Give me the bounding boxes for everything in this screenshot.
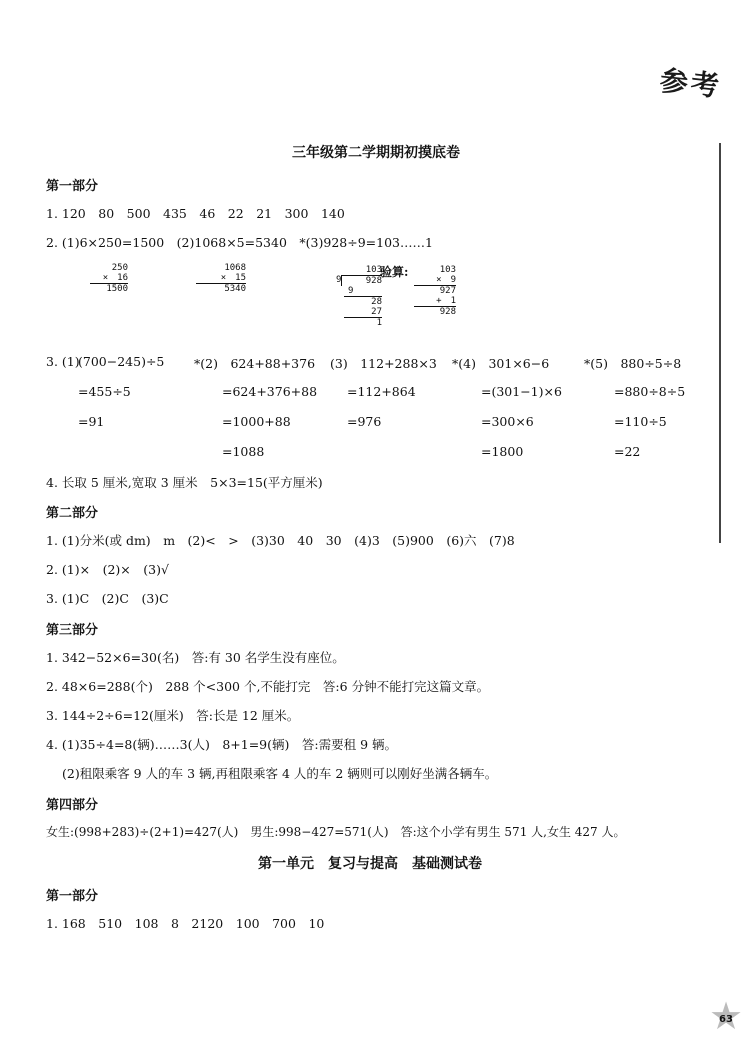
vertical-check-calculation: 103 × 9 927 + 1 928: [414, 265, 456, 317]
answer-line: (2)租限乘客 9 人的车 3 辆,再租限乘客 4 人的车 2 辆则可以刚好坐满各辆车。: [62, 766, 498, 781]
calc-step: =300×6: [481, 414, 534, 429]
answer-line: 2. 48×6=288(个) 288 个<300 个,不能打完 答:6 分钟不能打完这篇文章。: [46, 679, 490, 694]
calc-step: =110÷5: [614, 414, 667, 429]
exam-title: 三年级第二学期期初摸底卷: [292, 145, 460, 161]
answer-line: 3. 144÷2÷6=12(厘米) 答:长是 12 厘米。: [46, 708, 300, 723]
vertical-multiplication: 250 × 16 1500: [90, 263, 128, 294]
section-heading: 第三部分: [46, 623, 99, 638]
calc-step: =1800: [481, 444, 524, 459]
calc-step: *(5) 880÷5÷8: [584, 356, 682, 371]
long-division: 103 9 928 9 28 27 1: [336, 265, 382, 328]
page-edge-divider: [719, 143, 721, 543]
calc-step: =91: [78, 414, 105, 429]
answer-line: 4. 长取 5 厘米,宽取 3 厘米 5×3=15(平方厘米): [46, 475, 323, 490]
answer-key-corner-label: 参考: [658, 63, 724, 104]
answer-line: 2. (1)6×250=1500 (2)1068×5=5340 *(3)928÷9=103……1: [46, 235, 433, 250]
calc-step: =880÷8÷5: [614, 384, 686, 399]
answer-line: 1. 168 510 108 8 2120 100 700 10: [46, 916, 325, 931]
calc-step: *(2) 624+88+376: [194, 356, 316, 371]
answer-line: 1. 120 80 500 435 46 22 21 300 140: [46, 206, 345, 221]
section-heading: 第四部分: [46, 798, 99, 813]
calc-step: =1088: [222, 444, 265, 459]
answer-line: 1. 342−52×6=30(名) 答:有 30 名学生没有座位。: [46, 650, 345, 665]
answer-line: 女生:(998+283)÷(2+1)=427(人) 男生:998−427=571(人) 答:这个小学有男生 571 人,女生 427 人。: [46, 825, 626, 839]
calc-step: =976: [347, 414, 382, 429]
calc-step: (700−245)÷5: [78, 354, 165, 369]
calc-step: =(301−1)×6: [481, 384, 562, 399]
calc-step: =22: [614, 444, 641, 459]
calc-step: =624+376+88: [222, 384, 318, 399]
answer-line: 2. (1)× (2)× (3)√: [46, 562, 169, 577]
calc-step: (3) 112+288×3: [330, 356, 437, 371]
calc-step: =1000+88: [222, 414, 291, 429]
calc-step: *(4) 301×6−6: [452, 356, 550, 371]
answer-line: 1. (1)分米(或 dm) m (2)< > (3)30 40 30 (4)3 (5)900 (6)六 (7)8: [46, 533, 515, 548]
answer-line: 3. (1)C (2)C (3)C: [46, 591, 169, 606]
page-number-badge: ★ 63: [708, 1002, 744, 1038]
section-heading: 第一部分: [46, 889, 99, 904]
vertical-multiplication: 1068 × 15 5340: [196, 263, 246, 294]
calc-step: =112+864: [347, 384, 416, 399]
question-label: 3. (1): [46, 354, 80, 369]
section-heading: 第一部分: [46, 179, 99, 194]
exam-title: 第一单元 复习与提高 基础测试卷: [258, 856, 482, 872]
calc-step: =455÷5: [78, 384, 131, 399]
answer-line: 4. (1)35÷4=8(辆)……3(人) 8+1=9(辆) 答:需要租 9 辆。: [46, 737, 397, 752]
check-label: 验算:: [380, 265, 409, 279]
section-heading: 第二部分: [46, 506, 99, 521]
